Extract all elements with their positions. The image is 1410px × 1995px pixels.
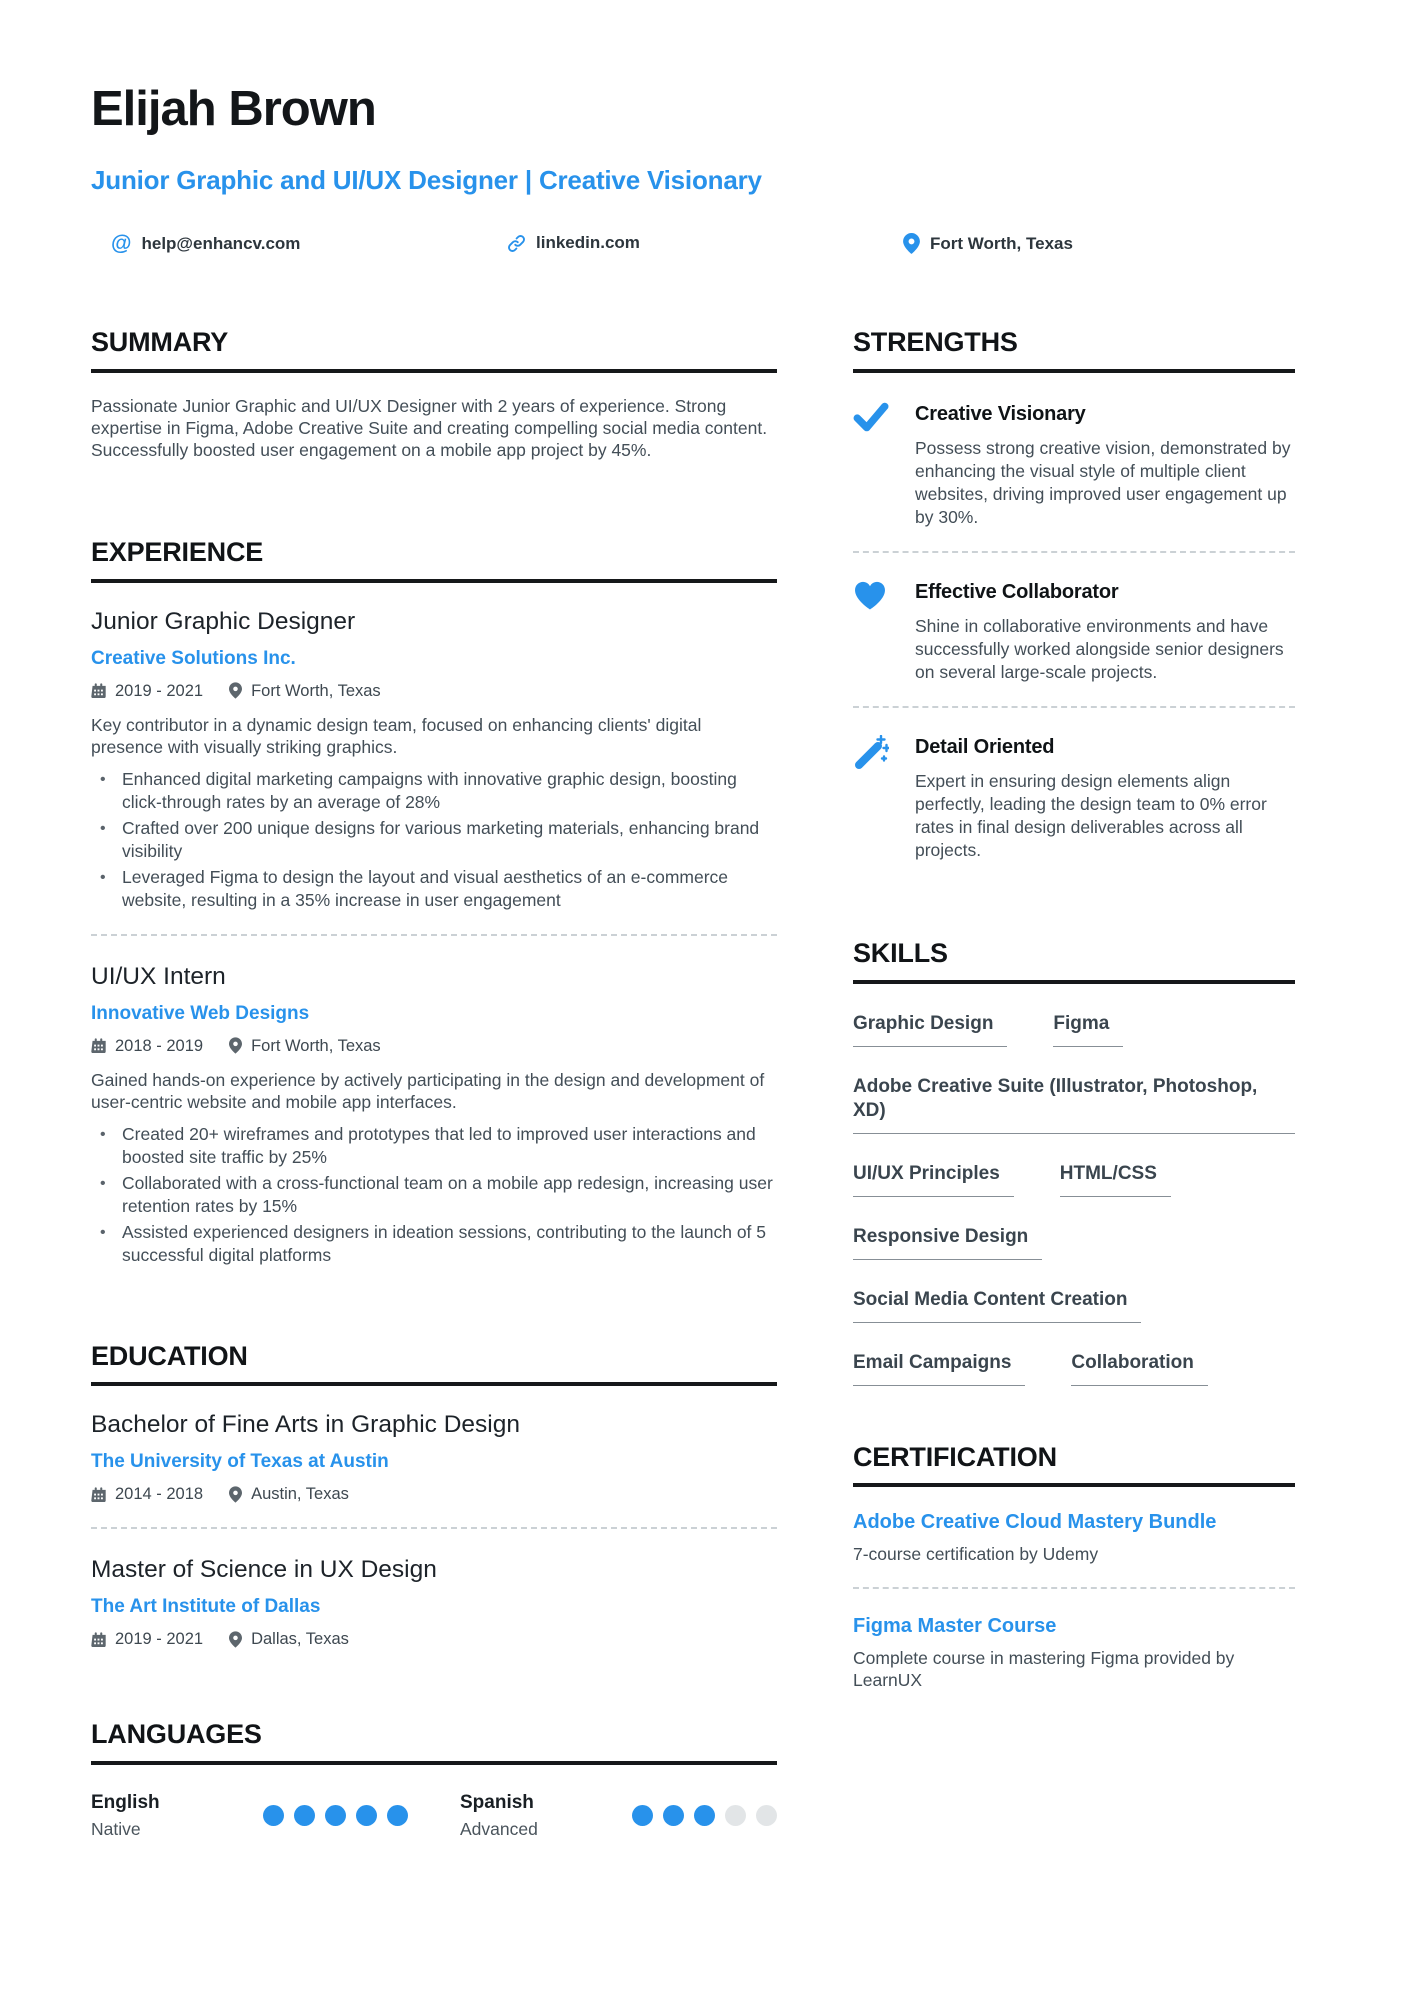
language-level-dot [263, 1805, 284, 1826]
language-level-dot [725, 1805, 746, 1826]
strength-text: Expert in ensuring design elements align perfectly, leading the design team to 0% error rates in final design deliverables across all projects. [915, 770, 1267, 860]
strength-title: Detail Oriented [915, 735, 1055, 758]
experience-entry [91, 607, 777, 912]
section-experience [91, 536, 777, 1267]
skill-item: Collaboration [1071, 1351, 1207, 1386]
entry-meta [91, 1628, 777, 1650]
entry-location [229, 1628, 349, 1650]
language-labels [91, 1791, 160, 1840]
bullet-item: • Enhanced digital marketing campaigns with innovative graphic design, boosting click-through rates by an average of 28% [91, 768, 777, 814]
experience-heading: EXPERIENCE [91, 536, 777, 583]
role-title: Junior Graphic Designer [91, 607, 356, 635]
location-label: Fort Worth, Texas [251, 1036, 381, 1055]
certification-title: Adobe Creative Cloud Mastery Bundle [853, 1511, 1217, 1534]
certification-title: Figma Master Course [853, 1615, 1057, 1638]
dates-label: 2014 - 2018 [115, 1485, 204, 1504]
summary-text: Passionate Junior Graphic and UI/UX Designer with 2 years of experience. Strong expertise in Figma, Adobe Creative Suite and creating compelling social media content. Successfully boosted user engagement on a mobile app project by 45%. [91, 395, 768, 460]
language-level-dot [387, 1805, 408, 1826]
skill-item: UI/UX Principles [853, 1162, 1014, 1197]
right-column [853, 326, 1295, 1691]
skill-item: Social Media Content Creation [853, 1288, 1141, 1323]
section-strengths [853, 326, 1295, 862]
pin-icon [229, 1037, 242, 1054]
school-name: The Art Institute of Dallas [91, 1596, 321, 1618]
summary-heading: SUMMARY [91, 326, 777, 373]
checkmark-icon [853, 401, 895, 529]
language-name: Spanish [460, 1792, 534, 1813]
section-education [91, 1340, 777, 1651]
bullet-item: • Assisted experienced designers in ideation sessions, contributing to the launch of 5 successful digital platforms [91, 1221, 777, 1267]
entry-meta [91, 680, 777, 702]
education-entry [91, 1410, 777, 1505]
certification-description: Complete course in mastering Figma provided by LearnUX [853, 1648, 1235, 1691]
contact-row [91, 233, 1295, 259]
at-icon: @ [111, 232, 132, 256]
section-skills [853, 937, 1295, 1386]
dashed-divider [853, 1587, 1295, 1589]
contact-location [903, 233, 1073, 254]
section-summary [91, 326, 777, 461]
company-name: Innovative Web Designs [91, 1002, 310, 1024]
bullet-item: • Collaborated with a cross-functional team on a mobile app redesign, increasing user retention rates by 15% [91, 1172, 777, 1218]
languages-list [91, 1791, 777, 1840]
dates [91, 680, 203, 702]
skill-item: Graphic Design [853, 1012, 1007, 1047]
calendar-icon [91, 683, 106, 698]
language-level-dot [694, 1805, 715, 1826]
language-level-dot [663, 1805, 684, 1826]
language-level-dot [325, 1805, 346, 1826]
entry-meta [91, 1483, 777, 1505]
strength-item [853, 401, 1295, 529]
dates-label: 2018 - 2019 [115, 1036, 204, 1055]
entry-location [229, 680, 381, 702]
dates [91, 1035, 203, 1057]
strength-text: Shine in collaborative environments and have successfully worked alongside senior designers on several large-scale projects. [915, 615, 1284, 682]
strength-body [915, 401, 1295, 529]
dashed-divider [91, 934, 777, 936]
pin-icon [229, 1631, 242, 1648]
dates-label: 2019 - 2021 [115, 1630, 204, 1649]
strength-title: Creative Visionary [915, 402, 1086, 425]
contact-email[interactable] [111, 233, 300, 254]
degree-title: Bachelor of Fine Arts in Graphic Design [91, 1411, 520, 1439]
language-level-dot [756, 1805, 777, 1826]
skills-list [853, 1012, 1295, 1386]
skills-heading: SKILLS [853, 937, 1295, 984]
education-entry [91, 1555, 777, 1650]
dashed-divider [853, 706, 1295, 708]
contact-linkedin[interactable] [507, 233, 640, 253]
bullet-item: • Created 20+ wireframes and prototypes that led to improved user interactions and boosted site traffic by 25% [91, 1123, 777, 1169]
strength-item [853, 734, 1295, 862]
location-pin-icon [903, 233, 920, 254]
bullet-item: • Leveraged Figma to design the layout and visual aesthetics of an e-commerce website, resulting in a 35% increase in user engagement [91, 866, 777, 912]
location-label: Austin, Texas [251, 1485, 349, 1504]
calendar-icon [91, 1038, 106, 1053]
language-name: English [91, 1792, 160, 1813]
strengths-heading: STRENGTHS [853, 326, 1295, 373]
strength-body [915, 579, 1295, 684]
bullet-list [91, 1123, 777, 1267]
language-level-dots [632, 1805, 777, 1826]
experience-entry [91, 962, 777, 1267]
dashed-divider [91, 1527, 777, 1529]
dates [91, 1483, 203, 1505]
certification-description: 7-course certification by Udemy [853, 1544, 1099, 1565]
dashed-divider [853, 551, 1295, 553]
education-heading: EDUCATION [91, 1340, 777, 1387]
company-name: Creative Solutions Inc. [91, 647, 296, 669]
degree-title: Master of Science in UX Design [91, 1556, 437, 1584]
language-level-dot [356, 1805, 377, 1826]
strength-title: Effective Collaborator [915, 580, 1119, 603]
location-label: Fort Worth, Texas [251, 681, 381, 700]
dates-label: 2019 - 2021 [115, 681, 204, 700]
skill-item: Adobe Creative Suite (Illustrator, Photoshop, XD) [853, 1075, 1295, 1134]
skill-item: Responsive Design [853, 1225, 1042, 1260]
person-name: Elijah Brown [91, 82, 376, 136]
bullet-list [91, 768, 777, 912]
strength-text: Possess strong creative vision, demonstrated by enhancing the visual style of multiple client websites, driving improved user engagement up by 30%. [915, 437, 1291, 527]
bullet-item: • Crafted over 200 unique designs for various marketing materials, enhancing brand visibility [91, 817, 777, 863]
language-level: Advanced [460, 1819, 538, 1839]
entry-meta [91, 1035, 777, 1057]
language-entry [91, 1791, 408, 1840]
left-column [91, 326, 777, 1840]
contact-linkedin-label: linkedin.com [536, 233, 640, 253]
language-level-dot [632, 1805, 653, 1826]
skill-item: Email Campaigns [853, 1351, 1025, 1386]
entry-summary: Gained hands-on experience by actively participating in the design and development of user-centric website and mobile app interfaces. [91, 1069, 765, 1112]
resume-header [91, 84, 1295, 259]
contact-email-label: help@enhancv.com [141, 233, 301, 253]
strength-item [853, 579, 1295, 684]
school-name: The University of Texas at Austin [91, 1451, 389, 1473]
strength-body [915, 734, 1295, 862]
certification-entry [853, 1509, 1295, 1565]
language-level: Native [91, 1819, 141, 1839]
dates [91, 1628, 203, 1650]
language-level-dot [294, 1805, 315, 1826]
heart-icon [853, 579, 895, 684]
pin-icon [229, 682, 242, 699]
language-labels [460, 1791, 538, 1840]
job-headline: Junior Graphic and UI/UX Designer | Creative Visionary [91, 165, 762, 196]
magic-wand-icon [853, 734, 895, 862]
role-title: UI/UX Intern [91, 962, 226, 990]
section-certification [853, 1441, 1295, 1692]
certification-entry [853, 1613, 1295, 1691]
certification-heading: CERTIFICATION [853, 1441, 1295, 1488]
entry-location [229, 1483, 349, 1505]
calendar-icon [91, 1632, 106, 1647]
section-languages [91, 1718, 777, 1840]
skill-item: HTML/CSS [1060, 1162, 1171, 1197]
language-level-dots [263, 1805, 408, 1826]
skill-item: Figma [1053, 1012, 1123, 1047]
languages-heading: LANGUAGES [91, 1718, 777, 1765]
language-entry [460, 1791, 777, 1840]
contact-location-label: Fort Worth, Texas [930, 233, 1073, 253]
entry-location [229, 1035, 381, 1057]
pin-icon [229, 1486, 242, 1503]
entry-summary: Key contributor in a dynamic design team, focused on enhancing clients' digital presence with visually striking graphics. [91, 714, 702, 757]
link-icon [507, 234, 526, 253]
calendar-icon [91, 1487, 106, 1502]
location-label: Dallas, Texas [251, 1630, 349, 1649]
